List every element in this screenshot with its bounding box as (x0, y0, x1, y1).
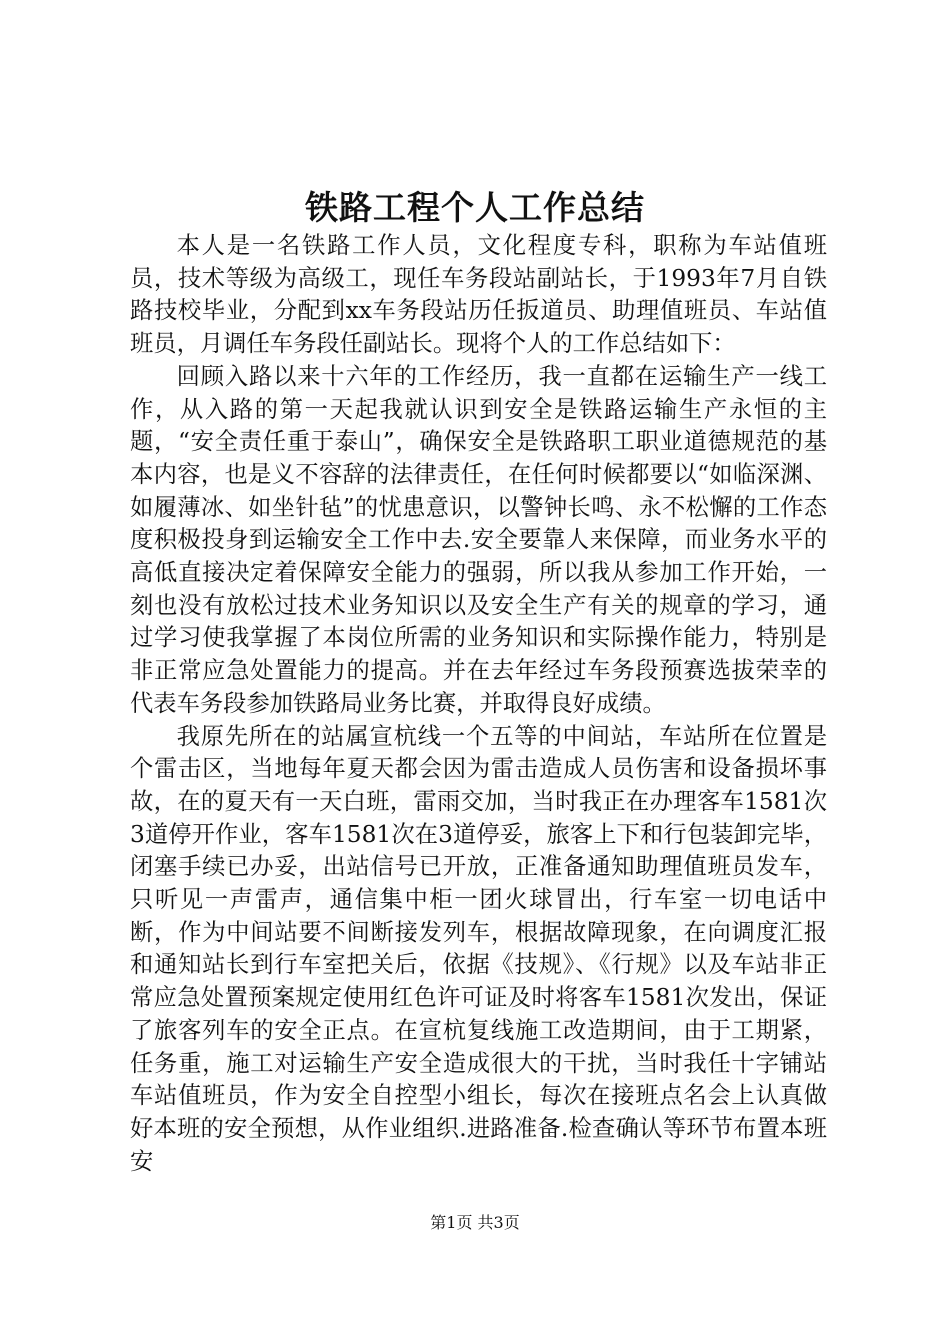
paragraph-intro: 本人是一名铁路工作人员，文化程度专科，职称为车站值班员，技术等级为高级工，现任车务段站副站长，于1993年7月自铁路技校毕业，分配到xx车务段站历任扳道员、助理值班员、车站值班员，月调任车务段任副站长。现将个人的工作总结如下： (130, 232, 827, 358)
paragraph-experience: 回顾入路以来十六年的工作经历，我一直都在运输生产一线工作，从入路的第一天起我就认识到安全是铁路运输生产永恒的主题，“安全责任重于泰山”，确保安全是铁路职工职业道德规范的基本内容，也是义不容辞的法律责任，在任何时候都要以“如临深渊、如履薄冰、如坐针毡”的忧患意识，以警钟长鸣、永不松懈的工作态度积极投身到运输安全工作中去.安全要靠人来保障，而业务水平的高低直接决定着保障安全能力的强弱，所以我从参加工作开始，一刻也没有放松过技术业务知识以及安全生产有关的规章的学习，通过学习使我掌握了本岗位所需的业务知识和实际操作能力，特别是非正常应急处置能力的提高。并在去年经过车务段预赛选拔荣幸的代表车务段参加铁路局业务比赛，并取得良好成绩。 (130, 362, 827, 717)
page-number-footer: 第1页 共3页 (430, 1213, 520, 1232)
document-body (130, 230, 827, 1178)
paragraph-incident: 我原先所在的站属宣杭线一个五等的中间站，车站所在位置是个雷击区，当地每年夏天都会因为雷击造成人员伤害和设备损坏事故，在的夏天有一天白班，雷雨交加，当时我正在办理客车1581次3道停开作业，客车1581次在3道停妥，旅客上下和行包装卸完毕，闭塞手续已办妥，出站信号已开放，正准备通知助理值班员发车，只听见一声雷声，通信集中柜一团火球冒出，行车室一切电话中断，作为中间站要不间断接发列车，根据故障现象，在向调度汇报和通知站长到行车室把关后，依据《技规》、《行规》以及车站非正常应急处置预案规定使用红色许可证及时将客车1581次发出，保证了旅客列车的安全正点。在宣杭复线施工改造期间，由于工期紧，任务重，施工对运输生产安全造成很大的干扰，当时我任十字铺站车站值班员，作为安全自控型小组长，每次在接班点名会上认真做好本班的安全预想，从作业组织.进路准备.检查确认等环节布置本班安 (130, 722, 827, 1175)
document-title: 铁路工程个人工作总结 (305, 188, 645, 227)
